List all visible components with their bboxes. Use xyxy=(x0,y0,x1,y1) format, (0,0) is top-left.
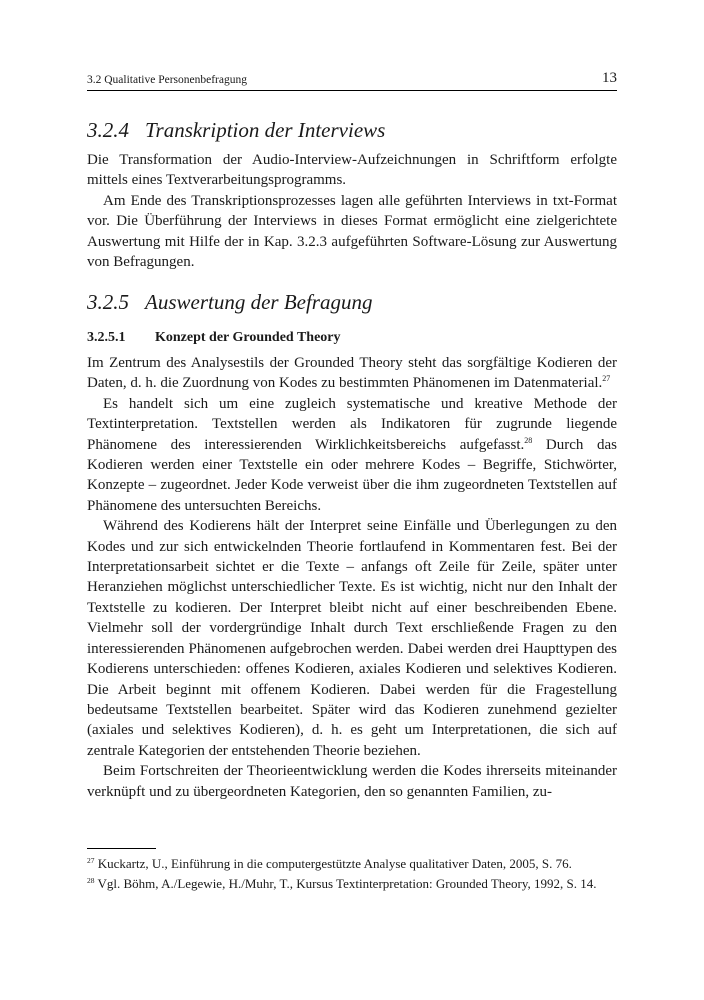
paragraph xyxy=(87,394,617,516)
footnote-number: 28 xyxy=(87,875,95,885)
section-heading-3-2-4 xyxy=(87,118,385,143)
subsection-number: 3.2.5.1 xyxy=(87,330,126,345)
footnote-text: Kuckartz, U., Einführung in die computergestützte Analyse qualitativer Daten, 2005, S. 76. xyxy=(97,856,572,871)
subsection-heading-3-2-5-1 xyxy=(87,330,341,346)
footnote-number: 27 xyxy=(87,856,95,865)
section-number: 3.2.4 xyxy=(87,118,129,142)
running-head xyxy=(87,68,617,91)
footnote-ref[interactable]: 27 xyxy=(602,374,611,384)
section-3-2-5-1-body xyxy=(87,353,617,802)
section-number: 3.2.5 xyxy=(87,290,129,314)
paragraph: Beim Fortschreiten der Theorieentwicklung werden die Kodes ihrerseits miteinander verknüpft und zu übergeordneten Kategorien, den so genannten Familien, zu- xyxy=(87,763,617,800)
page-number: 13 xyxy=(602,70,617,86)
footnotes xyxy=(87,855,617,894)
section-title: Auswertung der Befragung xyxy=(145,290,373,314)
running-head-section: 3.2 Qualitative Personenbefragung xyxy=(87,74,247,86)
footnote-text: Vgl. Böhm, A./Legewie, H./Muhr, T., Kursus Textinterpretation: Grounded Theory, 1992, S. 14. xyxy=(97,875,597,891)
section-title: Transkription der Interviews xyxy=(145,118,386,142)
subsection-title: Konzept der Grounded Theory xyxy=(155,330,341,345)
paragraph: Am Ende des Transkriptionsprozesses lagen alle geführten Interviews in txt-Format vor. Die Überführung der Interviews in dieses Format ermöglicht eine zielgerichtete Auswertung mit Hilfe der in Kap. 3.2.3 aufgeführten Software-Lösung zur Auswertung von Befragungen. xyxy=(87,192,617,271)
paragraph-text: Es handelt sich um eine zugleich systematische und kreative Methode der Textinterpretation. Textstellen werden als Indikatoren für zugrunde liegende Phänomene des interessierenden Wirklichkeitsbereichs aufgefasst. xyxy=(87,395,617,453)
section-heading-3-2-5 xyxy=(87,290,372,315)
paragraph xyxy=(87,353,617,394)
section-3-2-4-body xyxy=(87,150,617,272)
paragraph: Die Transformation der Audio-Interview-Aufzeichnungen in Schriftform erfolgte mittels eines Textverarbeitungsprogramms. xyxy=(87,152,617,189)
paragraph-text: Durch das Kodieren werden einer Textstelle ein oder mehrere Kodes – Begriffe, Stichwörter, Konzepte – zugeordnet. Jeder Kode verweist über die ihm zugeordneten Textstellen auf Phänomene des untersuchten Bereichs. xyxy=(87,436,618,514)
footnote xyxy=(87,875,617,893)
footnote-divider xyxy=(87,848,156,849)
paragraph: Während des Kodierens hält der Interpret seine Einfälle und Überlegungen zu den Kodes und zur sich entwickelnden Theorie fortlaufend in Kommentaren fest. Bei der Interpretationsarbeit sichtet er die Texte – anfangs oft Zeile für Zeile, später unter Heranziehen möglichst unterschiedlicher Texte. Es ist wichtig, nicht nur den Inhalt der Textstelle zu kodieren. Der Interpret bleibt nicht auf einer beschreibenden Ebene. Vielmehr soll der vordergründige Inhalt durch Text erschließende Fragen zu den interessierenden Phänomenen aufgebrochen werden. Dabei werden drei Haupttypen des Kodierens unterschieden: offenes Kodieren, axiales Kodieren und selektives Kodieren. Die Arbeit beginnt mit offenem Kodieren. Dabei werden für die Fragestellung bedeutsame Textstellen bearbeitet. Später wird das Kodieren zunehmend gezielter (axiales und selektives Kodieren), d. h. es geht um Interpretationen, die sich auf zentrale Kategorien der entstehenden Theorie beziehen. xyxy=(87,518,617,759)
footnote xyxy=(87,855,617,873)
paragraph-text: Im Zentrum des Analysestils der Grounded Theory steht das sorgfältige Kodieren der Daten, d. h. die Zuordnung von Kodes zu bestimmten Phänomenen im Datenmaterial. xyxy=(87,355,617,392)
footnote-ref[interactable]: 28 xyxy=(524,435,533,445)
